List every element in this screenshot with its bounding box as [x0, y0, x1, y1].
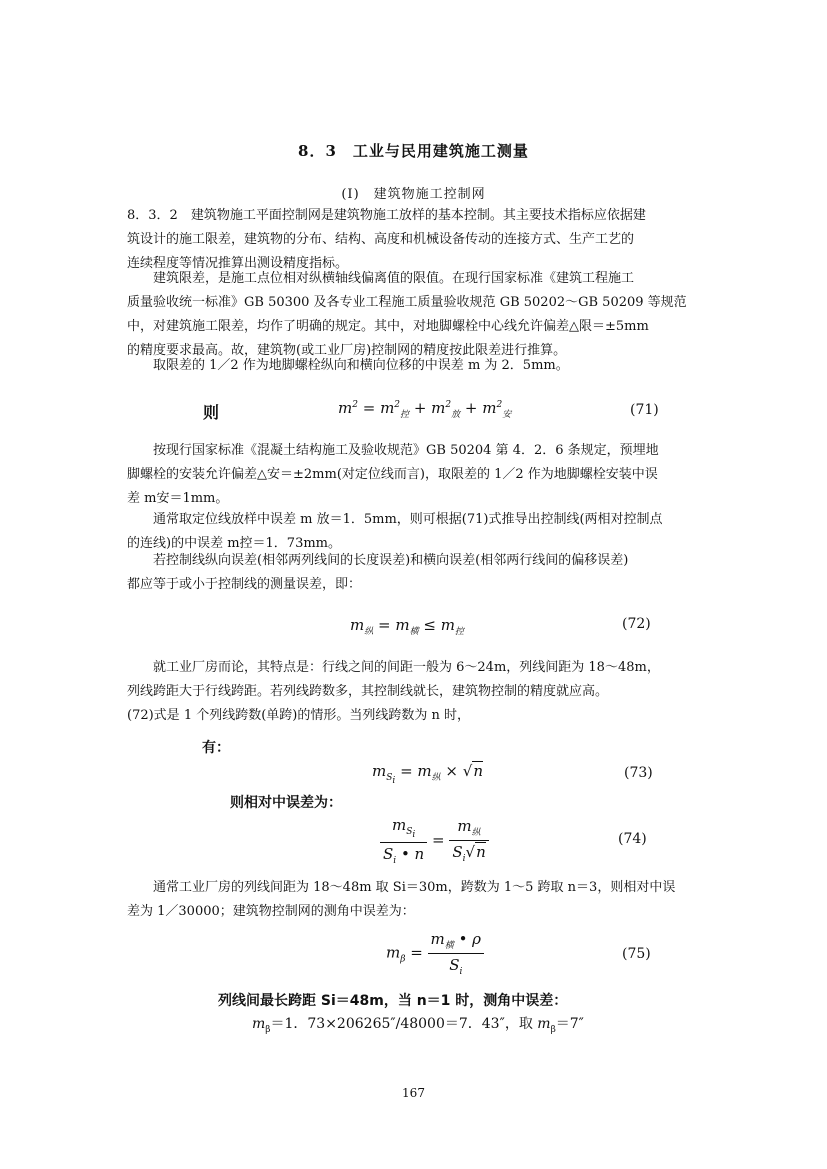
text-line: 的连线)的中误差 m控＝1．73mm。: [127, 536, 341, 551]
text-line: 中，对建筑施工限差，均作了明确的规定。其中，对地脚螺栓中心线允许偏差△限＝±5mm: [127, 319, 649, 334]
equation-74-number: (74): [618, 831, 647, 847]
text-line: 通常取定位线放样中误差 m 放＝1．5mm，则可根据(71)式推导出控制线(两相对控制点: [153, 512, 663, 527]
text-line: 的精度要求最高。故，建筑物(或工业厂房)控制网的精度按此限差进行推算。: [127, 343, 567, 358]
have-label: 有：: [202, 740, 230, 756]
paragraph-building-tolerance: [127, 267, 703, 363]
equation-71: $m^2 = m^2_控 + m^2_放 + m^2_安$: [338, 399, 512, 420]
section-title: 8．3 工业与民用建筑施工测量: [298, 142, 529, 160]
text-line: 建筑限差，是施工点位相对纵横轴线偏离值的限值。在现行国家标准《建筑工程施工: [153, 271, 635, 286]
paragraph-8-3-2: [127, 204, 703, 276]
equation-73-number: (73): [624, 765, 653, 781]
text-line: 脚螺栓的安装允许偏差△安＝±2mm(对定位线而言)，取限差的 1／2 作为地脚螺栓安装中误: [127, 467, 658, 482]
relative-error-label: 则相对中误差为：: [230, 795, 342, 811]
text-line: 按现行国家标准《混凝土结构施工及验收规范》GB 50204 第 4．2．6 条规定，预埋地: [153, 443, 659, 458]
paragraph-column-spacing: [127, 876, 703, 924]
equation-71-number: (71): [630, 402, 659, 418]
equation-72: $m_纵 = m_横 \le m_控$: [350, 616, 464, 637]
paragraph-concrete-spec: [127, 439, 703, 511]
text-line: 通常工业厂房的列线间距为 18～48m 取 Si＝30m，跨数为 1～5 跨取 n＝3，则相对中误: [153, 880, 676, 895]
text-line: 就工业厂房而论，其特点是：行线之间的间距一般为 6～24m，列线间距为 18～48m，: [153, 660, 660, 675]
text-line: 列线跨距大于行线跨距。若列线跨数多，其控制线就长，建筑物控制的精度就应高。: [127, 684, 609, 699]
final-equation: $m_\beta=1$．73×206265″/48000＝7．43″，取 $m_\beta=7''$: [252, 1016, 584, 1035]
equation-74: $\frac{m_{S_i}}{S_i • n}$ = $\frac{m_纵}{S_i√n}$: [380, 816, 489, 866]
paragraph-half-tolerance: [127, 354, 703, 378]
paragraph-factory: [127, 656, 703, 728]
text-line: 质量验收统一标准》GB 50300 及各专业工程施工质量验收规范 GB 50202～GB 50209 等规范: [127, 295, 687, 310]
equation-75-number: (75): [622, 946, 651, 962]
text-line: 取限差的 1／2 作为地脚螺栓纵向和横向位移的中误差 m 为 2．5mm。: [153, 358, 569, 373]
text-line: 若控制线纵向误差(相邻两列线间的长度误差)和横向误差(相邻两行线间的偏移误差): [153, 553, 629, 568]
text-line: (72)式是 1 个列线跨数(单跨)的情形。当列线跨数为 n 时，: [127, 708, 471, 723]
text-line: 连续程度等情况推算出测设精度指标。: [127, 256, 349, 271]
paragraph-control-line: [127, 549, 703, 597]
equation-72-number: (72): [622, 616, 651, 632]
text-line: 差 m安＝1mm。: [127, 491, 229, 506]
page-number: 167: [402, 1086, 425, 1100]
final-equation-end: ＝7″: [555, 1016, 584, 1032]
text-line: 差为 1／30000；建筑物控制网的测角中误差为：: [127, 904, 415, 919]
equation-73: $m_{S_i} = m_纵 \times √n$: [372, 762, 483, 786]
equation-75: $m_\beta$ = $\frac{m_横 • \rho}{S_i}$: [386, 930, 484, 977]
text-line: 筑设计的施工限差，建筑物的分布、结构、高度和机械设备传动的连接方式、生产工艺的: [127, 232, 635, 247]
final-statement: 列线间最长跨距 Si＝48m，当 n＝1 时，测角中误差：: [218, 993, 568, 1009]
text-line: 8．3．2 建筑物施工平面控制网是建筑物施工放样的基本控制。其主要技术指标应依据建: [127, 208, 646, 223]
equation-71-prefix: 则: [203, 403, 220, 422]
section-subtitle: (Ⅰ) 建筑物施工控制网: [341, 187, 486, 202]
final-equation-body: ＝1．73×206265″/48000＝7．43″，取: [270, 1016, 533, 1032]
text-line: 都应等于或小于控制线的测量误差，即：: [127, 577, 362, 592]
